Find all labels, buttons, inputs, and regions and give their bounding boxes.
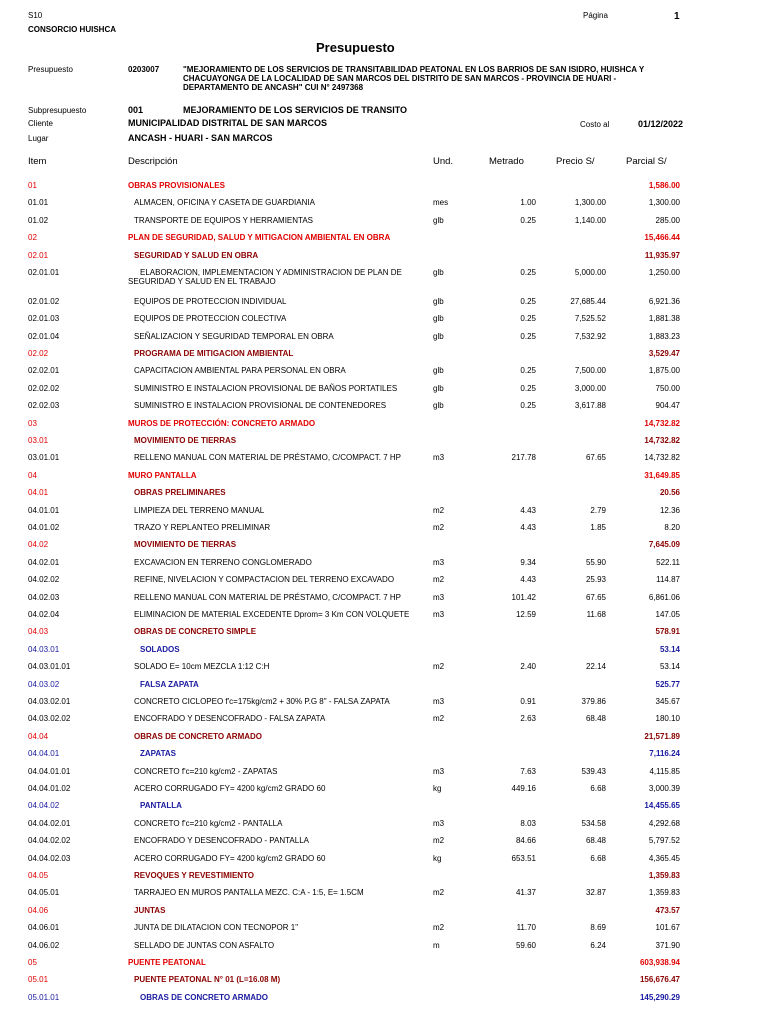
table-row xyxy=(0,593,768,605)
row-unit: m3 xyxy=(433,818,445,828)
row-item-code: 01.01 xyxy=(28,198,49,208)
row-item-code: 04.03 xyxy=(28,627,49,637)
row-parcial: 11,935.97 xyxy=(644,250,680,260)
row-parcial: 4,292.68 xyxy=(648,818,680,828)
row-parcial: 6,921.36 xyxy=(648,296,680,306)
table-row xyxy=(0,332,768,344)
row-description: PLAN DE SEGURIDAD, SALUD Y MITIGACION AMBIENTAL EN OBRA xyxy=(128,233,391,243)
row-unit: m2 xyxy=(433,575,445,585)
row-item-code: 04 xyxy=(28,470,37,480)
row-item-code: 03.01.01 xyxy=(28,453,60,463)
row-item-code: 04.06.01 xyxy=(28,923,60,933)
row-description: RELLENO MANUAL CON MATERIAL DE PRÉSTAMO, C/COMPACT. 7 HP xyxy=(134,453,402,463)
table-row xyxy=(0,888,768,900)
row-item-code: 04.01.02 xyxy=(28,523,60,532)
presupuesto-label: Presupuesto xyxy=(28,65,73,74)
row-item-code: 04.02 xyxy=(28,540,49,550)
row-unit: glb xyxy=(433,296,444,306)
table-group-row xyxy=(0,749,768,761)
row-parcial: 578.91 xyxy=(655,627,680,637)
table-group-row xyxy=(0,540,768,552)
row-item-code: 04.02.03 xyxy=(28,592,60,602)
row-item-code: 04.05.01 xyxy=(28,888,60,898)
row-description: PANTALLA xyxy=(140,801,182,811)
row-parcial: 3,529.47 xyxy=(648,349,680,358)
row-unit: m2 xyxy=(433,888,445,898)
row-description: MUROS DE PROTECCIÓN: CONCRETO ARMADO xyxy=(128,418,316,428)
row-metrado: 653.51 xyxy=(511,853,536,863)
table-row xyxy=(0,767,768,779)
row-item-code: 04.03.02.01 xyxy=(28,697,71,706)
subpresupuesto-code: 001 xyxy=(128,105,144,115)
row-parcial: 31,649.85 xyxy=(644,470,680,480)
row-parcial: 7,645.09 xyxy=(648,540,680,550)
row-parcial: 14,732.82 xyxy=(644,453,680,463)
table-group-row xyxy=(0,680,768,692)
row-metrado: 449.16 xyxy=(511,784,536,793)
row-description: SUMINISTRO E INSTALACION PROVISIONAL DE BAÑOS PORTATILES xyxy=(134,383,398,393)
row-precio: 7,525.52 xyxy=(574,314,606,324)
row-parcial: 14,732.82 xyxy=(644,418,680,428)
table-row xyxy=(0,854,768,866)
row-unit: glb xyxy=(433,215,444,225)
row-parcial: 8.20 xyxy=(664,523,680,532)
row-metrado: 84.66 xyxy=(515,836,536,846)
row-parcial: 1,359.83 xyxy=(648,871,680,880)
row-description: PROGRAMA DE MITIGACION AMBIENTAL xyxy=(134,349,294,358)
row-description: REFINE, NIVELACION Y COMPACTACION DEL TERRENO EXCAVADO xyxy=(134,575,395,585)
row-description: OBRAS PROVISIONALES xyxy=(128,181,225,190)
row-parcial: 14,455.65 xyxy=(644,801,680,811)
row-description: CAPACITACION AMBIENTAL PARA PERSONAL EN OBRA xyxy=(134,366,346,376)
row-metrado: 59.60 xyxy=(515,940,536,950)
presupuesto-code: 0203007 xyxy=(128,65,160,74)
row-metrado: 0.25 xyxy=(520,296,536,306)
row-unit: m2 xyxy=(433,714,445,724)
row-parcial: 12.36 xyxy=(659,505,680,515)
row-description: SEGURIDAD Y SALUD EN OBRA xyxy=(134,250,259,260)
row-item-code: 02.02.02 xyxy=(28,383,60,393)
row-parcial: 4,365.45 xyxy=(648,853,680,863)
col-header-precio: Precio S/ xyxy=(556,156,595,167)
col-header-parcial: Parcial S/ xyxy=(626,156,667,167)
table-group-row xyxy=(0,251,768,263)
row-metrado: 4.43 xyxy=(520,575,536,585)
report-code: S10 xyxy=(28,11,43,20)
table-row xyxy=(0,714,768,726)
row-precio: 68.48 xyxy=(585,714,606,724)
row-parcial: 525.77 xyxy=(655,679,680,689)
row-parcial: 1,250.00 xyxy=(648,268,680,277)
row-description: PUENTE PEATONAL xyxy=(128,958,206,967)
row-metrado: 7.63 xyxy=(520,766,536,776)
table-row xyxy=(0,198,768,210)
row-description: ACERO CORRUGADO FY= 4200 kg/cm2 GRADO 60 xyxy=(134,784,326,793)
row-parcial: 1,359.83 xyxy=(648,888,680,898)
cliente-label: Cliente xyxy=(28,119,53,128)
row-description: OBRAS DE CONCRETO ARMADO xyxy=(134,731,263,741)
table-row xyxy=(0,314,768,326)
col-header-metrado: Metrado xyxy=(489,156,524,167)
row-metrado: 0.25 xyxy=(520,383,536,393)
row-description: OBRAS DE CONCRETO SIMPLE xyxy=(134,627,257,637)
row-metrado: 4.43 xyxy=(520,523,536,532)
row-precio: 67.65 xyxy=(585,592,606,602)
row-metrado: 9.34 xyxy=(520,557,536,567)
row-parcial: 6,861.06 xyxy=(648,592,680,602)
row-parcial: 4,115.85 xyxy=(649,766,680,776)
table-row xyxy=(0,401,768,413)
row-metrado: 0.25 xyxy=(520,215,536,225)
company-name: CONSORCIO HUISHCA xyxy=(28,25,117,34)
row-description: EQUIPOS DE PROTECCION INDIVIDUAL xyxy=(134,296,287,306)
table-row xyxy=(0,784,768,796)
row-item-code: 04.04.01 xyxy=(28,749,60,759)
row-unit: m2 xyxy=(433,523,445,532)
row-description: REVOQUES Y REVESTIMIENTO xyxy=(134,871,255,880)
row-item-code: 04.04 xyxy=(28,731,49,741)
row-parcial: 101.67 xyxy=(655,923,680,933)
row-description: SELLADO DE JUNTAS CON ASFALTO xyxy=(134,940,275,950)
page-label: Página xyxy=(583,11,608,20)
row-description: CONCRETO f'c=210 kg/cm2 - ZAPATAS xyxy=(134,766,278,776)
row-description: MOVIMIENTO DE TIERRAS xyxy=(134,540,237,550)
row-parcial: 285.00 xyxy=(655,215,680,225)
table-row xyxy=(0,697,768,709)
row-unit: glb xyxy=(433,268,444,277)
row-precio: 1,140.00 xyxy=(574,215,606,225)
row-description: ENCOFRADO Y DESENCOFRADO - PANTALLA xyxy=(134,836,309,846)
row-metrado: 11.70 xyxy=(516,923,536,933)
row-description: TRAZO Y REPLANTEO PRELIMINAR xyxy=(134,523,271,532)
table-row xyxy=(0,558,768,570)
row-metrado: 8.03 xyxy=(520,818,536,828)
row-unit: m3 xyxy=(433,592,445,602)
row-metrado: 0.25 xyxy=(520,314,536,324)
row-parcial: 904.47 xyxy=(655,401,680,411)
table-group-row xyxy=(0,349,768,361)
lugar-label: Lugar xyxy=(28,134,49,143)
row-precio: 6.24 xyxy=(590,940,606,950)
row-precio: 3,000.00 xyxy=(574,383,606,393)
row-item-code: 04.04.01.01 xyxy=(28,766,71,776)
row-item-code: 05.01.01 xyxy=(28,992,60,1002)
row-parcial: 15,466.44 xyxy=(644,233,680,243)
table-group-row xyxy=(0,906,768,918)
col-header-descripcion: Descripción xyxy=(128,156,178,167)
row-precio: 8.69 xyxy=(590,923,606,933)
row-metrado: 4.43 xyxy=(520,505,536,515)
row-precio: 67.65 xyxy=(585,453,606,463)
table-row xyxy=(0,662,768,674)
row-metrado: 0.25 xyxy=(520,268,536,277)
row-description: OBRAS DE CONCRETO ARMADO xyxy=(140,992,269,1002)
row-precio: 6.68 xyxy=(590,853,606,863)
row-precio: 1.85 xyxy=(590,523,606,532)
row-item-code: 04.04.02.02 xyxy=(28,836,71,846)
row-item-code: 02.01.04 xyxy=(28,331,60,341)
row-parcial: 603,938.94 xyxy=(639,958,680,967)
table-group-row xyxy=(0,732,768,744)
row-item-code: 04.04.02.01 xyxy=(28,818,71,828)
row-parcial: 20.56 xyxy=(659,488,680,498)
row-description: CONCRETO f'c=210 kg/cm2 - PANTALLA xyxy=(134,818,283,828)
col-header-und: Und. xyxy=(433,156,454,167)
row-metrado: 1.00 xyxy=(520,198,536,208)
table-row xyxy=(0,941,768,953)
table-row xyxy=(0,366,768,378)
row-unit: m3 xyxy=(433,610,445,619)
row-description: ACERO CORRUGADO FY= 4200 kg/cm2 GRADO 60 xyxy=(134,853,326,863)
row-item-code: 04.02.04 xyxy=(28,610,60,619)
subpresupuesto-name: MEJORAMIENTO DE LOS SERVICIOS DE TRANSITO xyxy=(183,105,408,115)
row-metrado: 0.25 xyxy=(520,366,536,376)
row-unit: glb xyxy=(433,331,444,341)
table-row xyxy=(0,216,768,228)
row-precio: 1,300.00 xyxy=(574,198,606,208)
row-item-code: 01 xyxy=(28,181,37,190)
row-description: EQUIPOS DE PROTECCION COLECTIVA xyxy=(134,314,287,324)
row-precio: 5,000.00 xyxy=(574,268,606,277)
row-precio: 68.48 xyxy=(585,836,606,846)
page-title: Presupuesto xyxy=(316,40,395,55)
row-item-code: 04.03.02.02 xyxy=(28,714,71,724)
table-group-row xyxy=(0,436,768,448)
table-group-row xyxy=(0,645,768,657)
row-precio: 379.86 xyxy=(581,697,606,706)
row-precio: 2.79 xyxy=(590,505,606,515)
table-group-row xyxy=(0,233,768,245)
table-group-row xyxy=(0,471,768,483)
row-item-code: 02.01.03 xyxy=(28,314,60,324)
table-group-row xyxy=(0,181,768,193)
row-unit: kg xyxy=(433,784,442,793)
table-row xyxy=(0,923,768,935)
row-description: ZAPATAS xyxy=(140,749,176,759)
row-parcial: 53.14 xyxy=(659,644,680,654)
cliente-value: MUNICIPALIDAD DISTRITAL DE SAN MARCOS xyxy=(128,118,327,128)
row-description: CONCRETO CICLOPEO f'c=175kg/cm2 + 30% P.G 8" - FALSA ZAPATA xyxy=(134,697,390,706)
presupuesto-name-line3: DEPARTAMENTO DE ANCASH" CUI N° 2497368 xyxy=(183,83,364,92)
row-item-code: 04.03.01 xyxy=(28,644,60,654)
presupuesto-name-line2: CHACUAYONGA DE LA LOCALIDAD DE SAN MARCOS DEL DISTRITO DE SAN MARCOS - PROVINCIA DE HUARI - xyxy=(183,74,617,83)
row-metrado: 41.37 xyxy=(515,888,536,898)
row-unit: mes xyxy=(433,198,449,208)
row-metrado: 0.25 xyxy=(520,331,536,341)
row-description: SOLADOS xyxy=(140,644,180,654)
table-row xyxy=(0,523,768,535)
row-description: JUNTA DE DILATACION CON TECNOPOR 1" xyxy=(134,923,299,933)
row-description: MOVIMIENTO DE TIERRAS xyxy=(134,436,237,445)
row-precio: 55.90 xyxy=(585,557,606,567)
row-parcial: 7,116.24 xyxy=(649,749,680,759)
row-unit: m2 xyxy=(433,505,445,515)
row-unit: m xyxy=(433,940,440,950)
row-parcial: 114.87 xyxy=(656,575,680,585)
row-parcial: 145,290.29 xyxy=(639,992,680,1002)
row-precio: 534.58 xyxy=(581,818,606,828)
row-precio: 7,500.00 xyxy=(574,366,606,376)
row-parcial: 522.11 xyxy=(656,557,680,567)
row-item-code: 02.01 xyxy=(28,250,49,260)
row-unit: glb xyxy=(433,314,444,324)
row-parcial: 156,676.47 xyxy=(639,975,680,985)
row-description: FALSA ZAPATA xyxy=(140,679,199,689)
row-parcial: 147.05 xyxy=(655,610,680,619)
row-item-code: 04.01 xyxy=(28,488,49,498)
table-row xyxy=(0,610,768,622)
row-item-code: 05.01 xyxy=(28,975,49,985)
row-item-code: 04.04.02.03 xyxy=(28,853,71,863)
row-item-code: 04.04.02 xyxy=(28,801,60,811)
table-row xyxy=(0,384,768,396)
table-row xyxy=(0,453,768,465)
row-precio: 25.93 xyxy=(585,575,606,585)
row-precio: 27,685.44 xyxy=(570,296,606,306)
row-unit: m3 xyxy=(433,557,445,567)
row-unit: glb xyxy=(433,383,444,393)
table-group-row xyxy=(0,871,768,883)
row-parcial: 371.90 xyxy=(655,940,680,950)
row-parcial: 14,732.82 xyxy=(644,436,680,445)
row-item-code: 02.02.03 xyxy=(28,401,60,411)
table-row xyxy=(0,836,768,848)
row-parcial: 5,797.52 xyxy=(648,836,680,846)
row-parcial: 750.00 xyxy=(655,383,680,393)
table-group-row xyxy=(0,419,768,431)
row-description: TARRAJEO EN MUROS PANTALLA MEZC. C:A - 1:5, E= 1.5CM xyxy=(134,888,364,898)
table-group-row xyxy=(0,958,768,970)
row-description: JUNTAS xyxy=(134,905,166,915)
page-number: 1 xyxy=(674,11,680,22)
row-parcial: 473.57 xyxy=(655,905,680,915)
row-metrado: 2.40 xyxy=(520,662,536,672)
row-parcial: 1,300.00 xyxy=(648,198,680,208)
row-item-code: 02.02.01 xyxy=(28,366,60,376)
row-item-code: 04.05 xyxy=(28,871,49,880)
row-precio: 3,617.88 xyxy=(574,401,606,411)
row-unit: glb xyxy=(433,366,444,376)
table-row xyxy=(0,297,768,309)
row-parcial: 3,000.39 xyxy=(648,784,680,793)
row-description: EXCAVACION EN TERRENO CONGLOMERADO xyxy=(134,557,312,567)
row-parcial: 1,586.00 xyxy=(648,181,680,190)
row-parcial: 180.10 xyxy=(655,714,680,724)
row-description: LIMPIEZA DEL TERRENO MANUAL xyxy=(134,505,265,515)
table-group-row xyxy=(0,488,768,500)
row-description: RELLENO MANUAL CON MATERIAL DE PRÉSTAMO, C/COMPACT. 7 HP xyxy=(134,592,402,602)
row-description: ELIMINACION DE MATERIAL EXCEDENTE Dprom= 3 Km CON VOLQUETE xyxy=(134,610,410,619)
row-description: ALMACEN, OFICINA Y CASETA DE GUARDIANIA xyxy=(134,198,315,208)
row-parcial: 345.67 xyxy=(655,697,680,706)
row-unit: glb xyxy=(433,401,444,411)
presupuesto-name-line1: "MEJORAMIENTO DE LOS SERVICIOS DE TRANSITABILIDAD PEATONAL EN LOS BARRIOS DE SAN ISIDRO, HUISHCA Y xyxy=(183,65,645,74)
row-item-code: 04.06 xyxy=(28,905,49,915)
row-unit: m3 xyxy=(433,766,445,776)
col-header-item: Item xyxy=(28,156,47,167)
row-item-code: 02.01.02 xyxy=(28,296,60,306)
row-description: ENCOFRADO Y DESENCOFRADO - FALSA ZAPATA xyxy=(134,714,326,724)
row-item-code: 02 xyxy=(28,233,37,243)
row-metrado: 217.78 xyxy=(511,453,536,463)
row-description: MURO PANTALLA xyxy=(128,470,197,480)
row-metrado: 12.59 xyxy=(515,610,536,619)
row-unit: m2 xyxy=(433,923,445,933)
row-metrado: 0.25 xyxy=(520,401,536,411)
row-item-code: 04.04.01.02 xyxy=(28,784,71,793)
table-group-row xyxy=(0,993,768,1005)
row-item-code: 04.03.02 xyxy=(28,679,60,689)
table-row xyxy=(0,506,768,518)
row-description: TRANSPORTE DE EQUIPOS Y HERRAMIENTAS xyxy=(134,215,313,225)
row-precio: 6.68 xyxy=(590,784,606,793)
row-metrado: 2.63 xyxy=(520,714,536,724)
row-parcial: 1,881.38 xyxy=(648,314,680,324)
row-description: SOLADO E= 10cm MEZCLA 1:12 C:H xyxy=(134,662,270,672)
row-precio: 22.14 xyxy=(585,662,606,672)
table-row xyxy=(0,268,768,286)
row-metrado: 101.42 xyxy=(511,592,536,602)
row-parcial: 53.14 xyxy=(659,662,680,672)
row-item-code: 03 xyxy=(28,418,37,428)
row-description: SUMINISTRO E INSTALACION PROVISIONAL DE CONTENEDORES xyxy=(134,401,387,411)
row-description: SEÑALIZACION Y SEGURIDAD TEMPORAL EN OBRA xyxy=(134,331,334,341)
row-parcial: 21,571.89 xyxy=(644,731,680,741)
row-item-code: 04.02.02 xyxy=(28,575,60,585)
row-precio: 7,532.92 xyxy=(574,331,606,341)
row-unit: kg xyxy=(433,853,442,863)
row-item-code: 04.03.01.01 xyxy=(28,662,71,672)
row-parcial: 1,875.00 xyxy=(648,366,680,376)
row-item-code: 01.02 xyxy=(28,215,49,225)
row-description: ELABORACION, IMPLEMENTACION Y ADMINISTRACION DE PLAN DE SEGURIDAD Y SALUD EN EL TRABAJO xyxy=(128,268,402,286)
costo-date: 01/12/2022 xyxy=(638,119,684,129)
costo-label: Costo al xyxy=(580,120,610,129)
row-item-code: 04.01.01 xyxy=(28,505,60,515)
row-description: PUENTE PEATONAL N° 01 (L=16.08 M) xyxy=(134,975,281,985)
table-group-row xyxy=(0,801,768,813)
row-parcial: 1,883.23 xyxy=(648,331,680,341)
lugar-value: ANCASH - HUARI - SAN MARCOS xyxy=(128,133,273,143)
row-item-code: 03.01 xyxy=(28,436,49,445)
row-precio: 539.43 xyxy=(581,766,606,776)
row-metrado: 0.91 xyxy=(520,697,536,706)
row-unit: m3 xyxy=(433,453,445,463)
row-item-code: 02.01.01 xyxy=(28,268,60,277)
subpresupuesto-label: Subpresupuesto xyxy=(28,106,87,115)
table-row xyxy=(0,819,768,831)
row-unit: m3 xyxy=(433,697,445,706)
row-item-code: 02.02 xyxy=(28,349,49,358)
row-item-code: 04.06.02 xyxy=(28,940,60,950)
row-unit: m2 xyxy=(433,662,445,672)
row-unit: m2 xyxy=(433,836,445,846)
table-row xyxy=(0,575,768,587)
row-precio: 32.87 xyxy=(585,888,606,898)
row-description: OBRAS PRELIMINARES xyxy=(134,488,226,498)
table-group-row xyxy=(0,975,768,987)
table-group-row xyxy=(0,627,768,639)
row-precio: 11.68 xyxy=(586,610,606,619)
row-item-code: 05 xyxy=(28,958,37,967)
row-item-code: 04.02.01 xyxy=(28,557,60,567)
